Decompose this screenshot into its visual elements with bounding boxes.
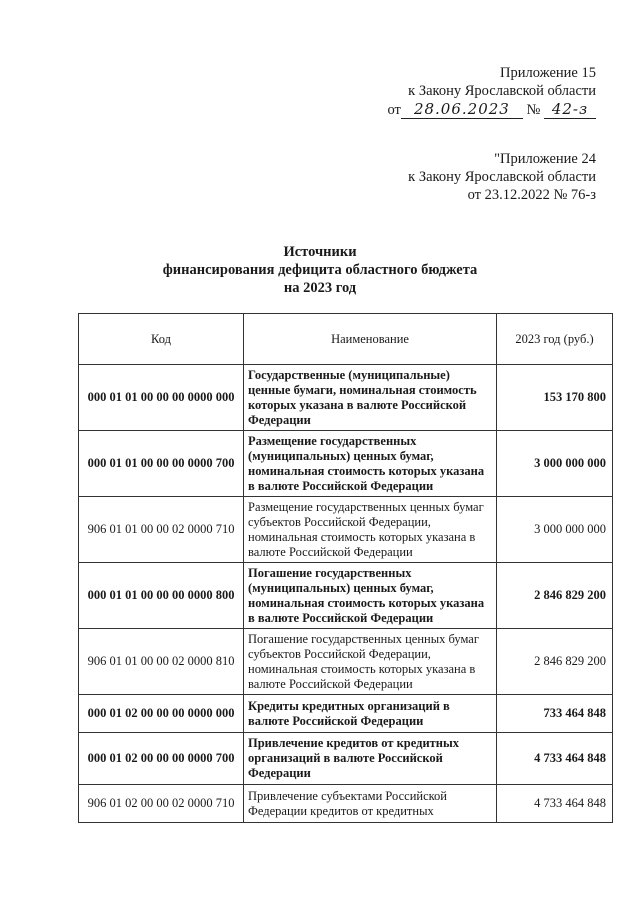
row-name: Кредиты кредитных организаций в валюте Российской Федерации xyxy=(244,695,497,733)
row-name: Размещение государственных (муниципальных) ценных бумаг, номинальная стоимость которых указана в валюте Российской Федерации xyxy=(244,431,497,497)
row-name: Погашение государственных (муниципальных) ценных бумаг, номинальная стоимость которых указана в валюте Российской Федерации xyxy=(244,563,497,629)
row-code: 000 01 02 00 00 00 0000 000 xyxy=(79,695,244,733)
table-row xyxy=(79,365,613,431)
table-row xyxy=(79,563,613,629)
number-label: № xyxy=(526,102,541,118)
row-name: Размещение государственных ценных бумаг субъектов Российской Федерации, номинальная стоимость которых указана в валюте Российской Федерации xyxy=(244,497,497,563)
row-amount: 4 733 464 848 xyxy=(497,733,613,785)
quoted-law-reference: к Закону Ярославской области xyxy=(408,169,596,185)
row-amount: 733 464 848 xyxy=(497,695,613,733)
table-row xyxy=(79,695,613,733)
appendix-header xyxy=(388,64,597,119)
row-name: Погашение государственных ценных бумаг субъектов Российской Федерации, номинальная стоимость которых указана в валюте Российской Федерации xyxy=(244,629,497,695)
row-amount: 3 000 000 000 xyxy=(497,431,613,497)
title-line-2: финансирования дефицита областного бюджета xyxy=(162,262,478,278)
table-header-row xyxy=(79,314,613,365)
table-row xyxy=(79,629,613,695)
row-amount: 2 846 829 200 xyxy=(497,563,613,629)
column-header-code: Код xyxy=(79,314,244,365)
row-code: 000 01 01 00 00 00 0000 700 xyxy=(79,431,244,497)
column-header-amount: 2023 год (руб.) xyxy=(497,314,613,365)
handwritten-date: 28.06.2023 xyxy=(401,100,523,119)
law-date-number xyxy=(388,100,597,119)
row-code: 906 01 01 00 00 02 0000 810 xyxy=(79,629,244,695)
document-title xyxy=(0,243,640,297)
row-code: 000 01 01 00 00 00 0000 800 xyxy=(79,563,244,629)
row-code: 906 01 02 00 00 02 0000 710 xyxy=(79,785,244,823)
table-row xyxy=(79,785,613,823)
table-row xyxy=(79,497,613,563)
handwritten-number: 42-з xyxy=(544,100,596,119)
appendix-number: Приложение 15 xyxy=(500,65,596,81)
row-amount: 3 000 000 000 xyxy=(497,497,613,563)
row-code: 000 01 01 00 00 00 0000 000 xyxy=(79,365,244,431)
quoted-appendix-number: "Приложение 24 xyxy=(494,151,596,167)
column-header-name: Наименование xyxy=(244,314,497,365)
law-reference: к Закону Ярославской области xyxy=(408,83,596,99)
row-code: 000 01 02 00 00 00 0000 700 xyxy=(79,733,244,785)
from-label: от xyxy=(387,102,401,118)
table-row xyxy=(79,733,613,785)
table-row xyxy=(79,431,613,497)
row-name: Привлечение кредитов от кредитных организаций в валюте Российской Федерации xyxy=(244,733,497,785)
financing-sources-table xyxy=(78,313,613,823)
row-amount: 4 733 464 848 xyxy=(497,785,613,823)
row-amount: 153 170 800 xyxy=(497,365,613,431)
row-amount: 2 846 829 200 xyxy=(497,629,613,695)
row-name: Государственные (муниципальные) ценные бумаги, номинальная стоимость которых указана в валюте Российской Федерации xyxy=(244,365,497,431)
title-line-3: на 2023 год xyxy=(283,280,357,296)
quoted-appendix-header xyxy=(408,150,596,204)
title-line-1: Источники xyxy=(283,244,357,260)
quoted-law-date: от 23.12.2022 № 76-з xyxy=(467,187,596,203)
row-name: Привлечение субъектами Российской Федерации кредитов от кредитных xyxy=(244,785,497,823)
row-code: 906 01 01 00 00 02 0000 710 xyxy=(79,497,244,563)
